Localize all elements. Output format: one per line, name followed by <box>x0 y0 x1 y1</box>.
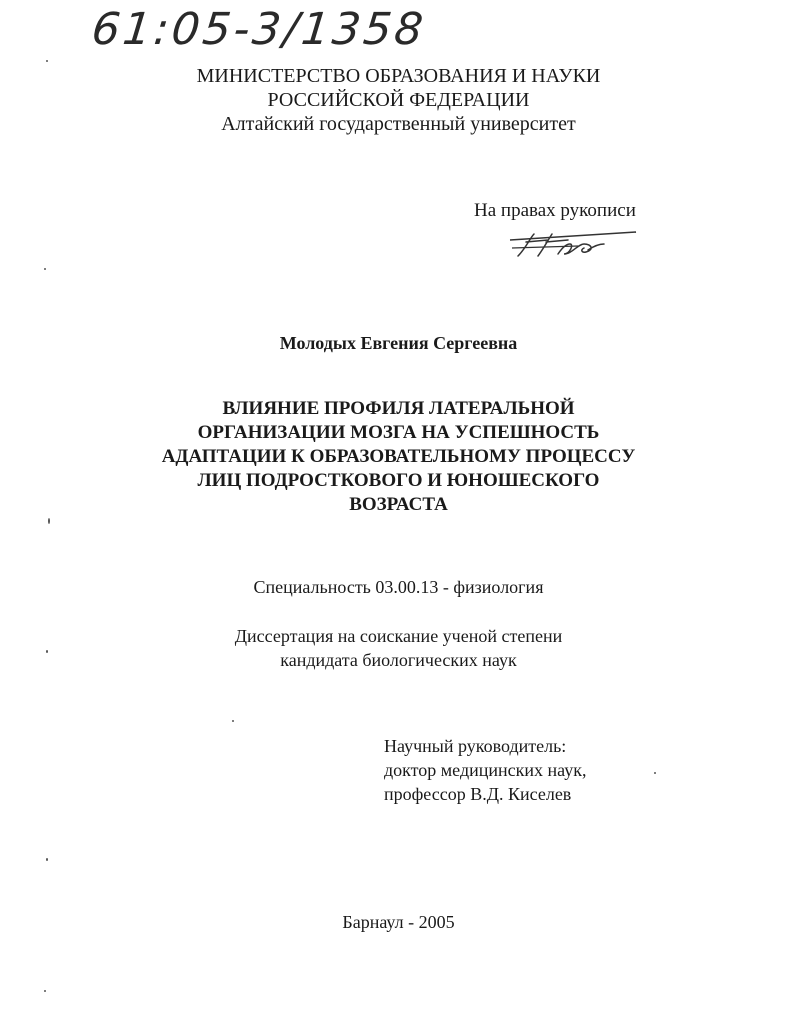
supervisor-degree: доктор медицинских наук, <box>384 760 587 780</box>
university-name: Алтайский государственный университет <box>221 113 576 135</box>
scan-speck <box>46 60 48 62</box>
scan-speck <box>48 518 50 524</box>
supervisor-block <box>384 734 586 806</box>
signature-image <box>508 226 643 262</box>
title-line: ОРГАНИЗАЦИИ МОЗГА НА УСПЕШНОСТЬ <box>197 422 600 443</box>
scan-speck <box>46 858 48 861</box>
scan-speck <box>44 990 46 992</box>
title-line: АДАПТАЦИИ К ОБРАЗОВАТЕЛЬНОМУ ПРОЦЕССУ <box>161 446 636 467</box>
scan-speck <box>232 720 234 722</box>
scan-speck <box>654 772 656 774</box>
archive-stamp-number: 61:05-3/1358 <box>89 4 429 55</box>
specialty: Специальность 03.00.13 - физиология <box>253 577 544 597</box>
degree-line-1: Диссертация на соискание ученой степени <box>234 626 563 646</box>
manuscript-rights-note: На правах рукописи <box>474 200 636 221</box>
ministry-line-2: РОССИЙСКОЙ ФЕДЕРАЦИИ <box>267 89 530 111</box>
ministry-line-1: МИНИСТЕРСТВО ОБРАЗОВАНИЯ И НАУКИ <box>196 65 601 87</box>
supervisor-heading: Научный руководитель: <box>384 736 567 756</box>
author-name: Молодых Евгения Сергеевна <box>279 333 518 353</box>
ministry-header <box>0 64 797 136</box>
scan-speck <box>46 650 48 653</box>
title-line: ЛИЦ ПОДРОСТКОВОГО И ЮНОШЕСКОГО <box>197 470 600 491</box>
title-line: ВЛИЯНИЕ ПРОФИЛЯ ЛАТЕРАЛЬНОЙ <box>222 398 575 419</box>
scan-speck <box>44 268 46 270</box>
degree-statement <box>0 624 797 672</box>
city-year: Барнаул - 2005 <box>342 912 455 932</box>
title-line: ВОЗРАСТА <box>349 494 448 515</box>
supervisor-name: профессор В.Д. Киселев <box>384 784 572 804</box>
degree-line-2: кандидата биологических наук <box>280 650 517 670</box>
dissertation-title <box>0 397 797 517</box>
